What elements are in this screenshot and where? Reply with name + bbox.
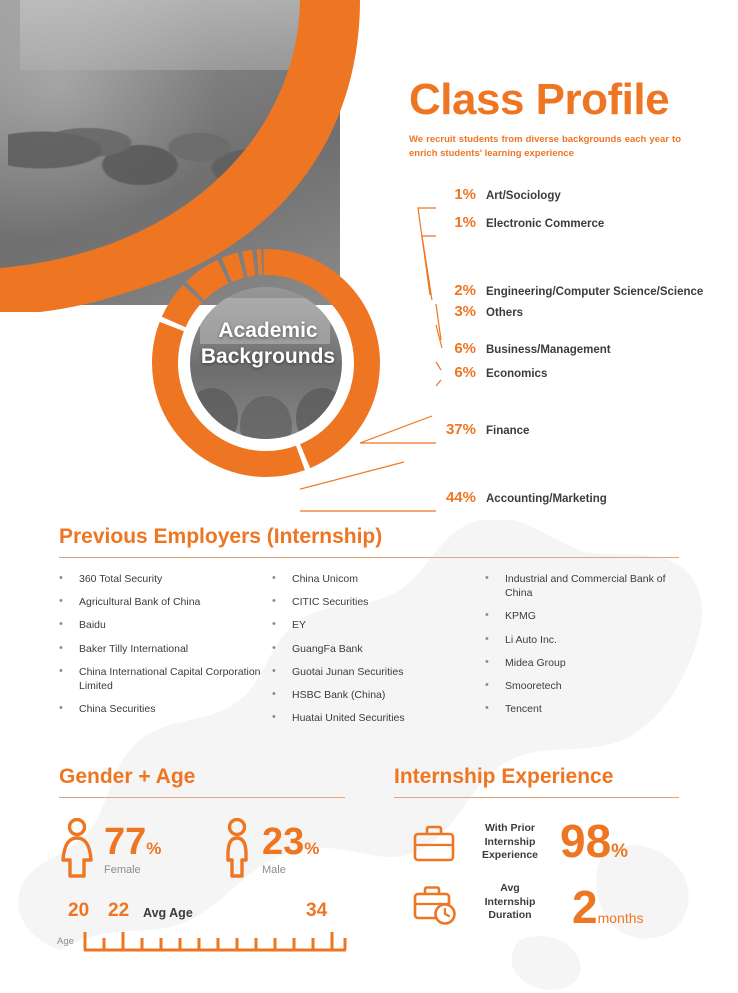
internship-duration-value: 2 xyxy=(572,881,598,933)
legend-percent: 44% xyxy=(445,489,476,506)
age-min-value: 20 xyxy=(68,900,90,921)
list-item xyxy=(59,642,272,656)
legend-row xyxy=(436,364,547,388)
female-percent-value: 77 xyxy=(104,821,147,863)
legend-row xyxy=(436,421,529,445)
avg-age-label: Avg Age xyxy=(143,906,193,920)
internship-row-2-stat xyxy=(572,881,644,933)
employers-column-2 xyxy=(272,572,485,734)
bullet-icon: • xyxy=(485,678,489,691)
bullet-icon: • xyxy=(272,572,276,584)
internship-row-1-label-line1: With Prior xyxy=(484,822,536,834)
donut-center-line-1: Academic xyxy=(218,319,318,342)
bullet-icon: • xyxy=(485,655,489,668)
legend-row xyxy=(436,186,561,210)
internship-divider xyxy=(394,797,679,798)
legend-label: Electronic Commerce xyxy=(486,218,605,230)
internship-row-2-label xyxy=(470,882,550,923)
bullet-icon: • xyxy=(272,595,276,608)
page-title: Class Profile xyxy=(409,75,670,124)
legend-percent: 3% xyxy=(454,303,476,320)
male-label: Male xyxy=(262,864,286,876)
employer-name: 360 Total Security xyxy=(79,573,163,585)
list-item xyxy=(272,572,485,586)
legend-percent: 1% xyxy=(454,186,476,203)
employer-name: China Unicom xyxy=(292,573,358,585)
male-percent-value: 23 xyxy=(262,821,305,863)
list-item xyxy=(485,609,679,623)
legend-percent: 6% xyxy=(454,340,476,357)
employer-name: EY xyxy=(292,619,307,632)
legend-row xyxy=(436,303,523,327)
list-item xyxy=(485,572,679,600)
list-item xyxy=(485,633,679,647)
list-item xyxy=(272,595,485,609)
employer-name: Guotai Junan Securities xyxy=(292,665,404,678)
bullet-icon: • xyxy=(272,664,276,677)
list-item xyxy=(272,688,485,702)
legend-percent: 6% xyxy=(454,364,476,381)
bullet-icon: • xyxy=(59,702,63,715)
gender-age-title: Gender + Age xyxy=(59,765,196,788)
employer-name: Tencent xyxy=(505,703,542,716)
internship-prior-value: 98 xyxy=(560,815,612,867)
bullet-icon: • xyxy=(59,618,63,631)
employers-columns xyxy=(59,572,679,734)
legend-row xyxy=(436,340,611,364)
list-item xyxy=(59,595,272,609)
internship-row-2-label-line3: Duration xyxy=(488,909,532,922)
male-percent-unit: % xyxy=(304,839,320,858)
bullet-icon: • xyxy=(485,572,489,584)
list-item xyxy=(485,679,679,693)
internship-experience-section xyxy=(394,765,679,798)
legend-label: Economics xyxy=(486,368,548,380)
bullet-icon: • xyxy=(59,595,63,608)
legend-percent: 2% xyxy=(454,282,476,299)
employer-name: Baidu xyxy=(79,619,106,632)
employer-name: GuangFa Bank xyxy=(292,642,363,655)
bullet-icon: • xyxy=(59,641,63,654)
employers-divider xyxy=(59,557,679,558)
female-figure-icon xyxy=(59,818,95,880)
legend-row xyxy=(436,214,604,238)
employer-name: Baker Tilly International xyxy=(79,642,189,655)
employer-name: China International Capital Corporation Limited xyxy=(79,665,261,692)
bullet-icon: • xyxy=(272,711,276,724)
legend-percent: 37% xyxy=(445,421,476,438)
list-item xyxy=(272,618,485,632)
list-item xyxy=(272,665,485,679)
legend-row xyxy=(436,489,607,513)
donut-center-line-2: Backgrounds xyxy=(200,345,336,369)
internship-row-1-stat xyxy=(560,815,629,867)
employer-name: HSBC Bank (China) xyxy=(292,688,386,701)
male-stat xyxy=(262,823,319,876)
employers-title: Previous Employers (Internship) xyxy=(59,525,383,548)
bullet-icon: • xyxy=(272,687,276,700)
male-figure-icon xyxy=(222,818,252,880)
legend-label: Business/Management xyxy=(486,344,611,356)
legend-label: Art/Sociology xyxy=(486,190,561,202)
age-axis-ticks xyxy=(83,928,347,956)
briefcase-icon xyxy=(412,824,456,864)
employer-name: China Securities xyxy=(79,703,156,716)
legend-label: Engineering/Computer Science/Science xyxy=(486,286,704,298)
list-item xyxy=(59,572,272,586)
employer-name: Industrial and Commercial Bank of China xyxy=(505,573,666,600)
employer-name: Li Auto Inc. xyxy=(505,633,557,646)
bullet-icon: • xyxy=(272,618,276,631)
age-max-value: 34 xyxy=(306,900,328,921)
list-item xyxy=(485,702,679,716)
internship-row-1-label xyxy=(470,822,550,863)
legend-label: Accounting/Marketing xyxy=(486,493,607,505)
employers-column-1 xyxy=(59,572,272,734)
legend-label: Finance xyxy=(486,425,530,437)
employer-name: Huatai United Securities xyxy=(292,712,405,725)
legend-percent: 1% xyxy=(454,214,476,231)
employer-name: Agricultural Bank of China xyxy=(79,596,201,609)
employers-column-3 xyxy=(485,572,679,734)
bullet-icon: • xyxy=(485,632,489,645)
list-item xyxy=(272,642,485,656)
age-scale xyxy=(59,900,349,960)
gender-age-section xyxy=(59,765,345,798)
internship-row-2-label-line2: Internship xyxy=(484,895,536,908)
female-percent-unit: % xyxy=(146,839,162,858)
list-item xyxy=(59,618,272,632)
gender-age-divider xyxy=(59,797,345,798)
internship-row-1-label-line2: Internship xyxy=(484,835,536,848)
list-item xyxy=(485,656,679,670)
employer-name: CITIC Securities xyxy=(292,596,369,609)
age-axis-label: Age xyxy=(57,936,74,947)
age-avg-value: 22 xyxy=(108,900,130,921)
bullet-icon: • xyxy=(272,641,276,654)
bullet-icon: • xyxy=(59,664,63,677)
list-item xyxy=(272,711,485,725)
page-subtitle: We recruit students from diverse backgrounds each year to enrich students' learning experience xyxy=(409,134,681,159)
list-item xyxy=(59,702,272,716)
employer-name: Midea Group xyxy=(505,656,566,669)
internship-title: Internship Experience xyxy=(394,765,614,788)
female-label: Female xyxy=(104,864,141,876)
briefcase-clock-icon xyxy=(412,884,458,926)
female-stat xyxy=(104,823,161,876)
bullet-icon: • xyxy=(59,572,63,584)
bullet-icon: • xyxy=(485,609,489,622)
internship-row-2-label-line1: Avg xyxy=(500,882,520,894)
legend-label: Others xyxy=(486,307,524,319)
employer-name: KPMG xyxy=(505,610,536,623)
list-item xyxy=(59,665,272,693)
internship-prior-unit: % xyxy=(611,841,629,862)
internship-duration-unit: months xyxy=(597,910,644,926)
employer-name: Smooretech xyxy=(505,679,562,692)
bullet-icon: • xyxy=(485,702,489,715)
internship-row-1-label-line3: Experience xyxy=(481,849,539,862)
previous-employers-section xyxy=(59,525,679,734)
